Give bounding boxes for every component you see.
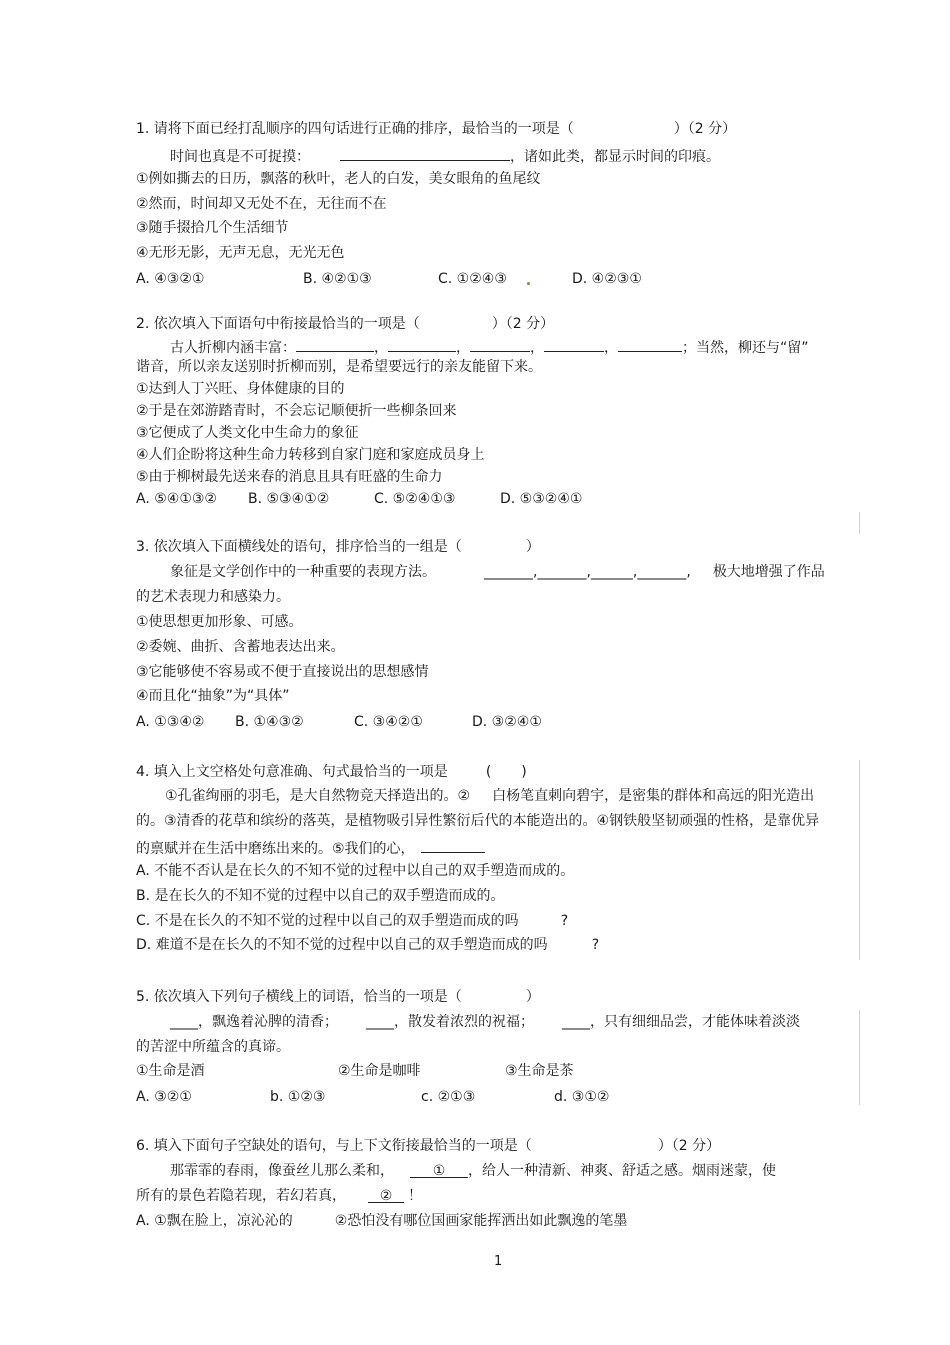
q5-option-3: ③生命是茶 <box>505 1063 574 1079</box>
q6-stem: 6. 填入下面句子空缺处的语句，与上下文衔接最恰当的一项是（ ）（2 分） <box>136 1138 721 1154</box>
margin-line <box>859 512 860 534</box>
q2-option-2: ②于是在郊游踏青时，不会忘记顺便折一些柳条回来 <box>136 403 457 419</box>
page-number: 1 <box>494 1254 503 1269</box>
q5-answer-a: A. ③②① <box>136 1089 192 1105</box>
q2-line-2: 谐音，所以亲友送别时折柳而别，是希望要远行的亲友能留下来。 <box>136 359 542 375</box>
q3-option-3: ③它能够使不容易或不便于直接说出的思想感情 <box>136 664 429 680</box>
q2-blank-2[interactable] <box>388 336 456 352</box>
q3-answer-d: D. ③②④① <box>472 714 542 730</box>
q2-lead: 古人折柳内涵丰富： ， ， ， ， ；当然，柳还与“留” <box>170 336 809 357</box>
q5-option-1: ①生命是酒 <box>136 1063 205 1079</box>
q4-blank[interactable] <box>421 837 485 853</box>
q1-answer-c: C. ①②④③ <box>438 271 507 287</box>
q1-answer-d: D. ④②③① <box>572 271 642 287</box>
q1-option-1: ①例如撕去的日历，飘落的秋叶，老人的白发，美女眼角的鱼尾纹 <box>136 171 541 187</box>
q1-answer-a: A. ④③②① <box>136 271 205 287</box>
q1-answer-b: B. ④②①③ <box>303 271 372 287</box>
q2-answer-a: A. ⑤④①③② <box>136 491 217 507</box>
q6-answer-a: A. ①飘在脸上，凉沁沁的 ②恐怕没有哪位国画家能挥洒出如此飘逸的笔墨 <box>136 1213 628 1229</box>
q3-answer-c: C. ③④②① <box>354 714 423 730</box>
q3-line-2: 的艺术表现力和感染力。 <box>136 589 290 605</box>
stray-mark <box>527 282 530 285</box>
q2-answer-c: C. ⑤②④①③ <box>374 491 456 507</box>
q2-option-4: ④人们企盼将这种生命力转移到自家门庭和家庭成员身上 <box>136 447 485 463</box>
q2-option-5: ⑤由于柳树最先送来春的消息且具有旺盛的生命力 <box>136 469 443 485</box>
q1-blank[interactable] <box>340 145 510 161</box>
q5-answer-b: b. ①②③ <box>270 1089 326 1105</box>
q6-blank-2[interactable]: ② <box>368 1187 404 1203</box>
q3-lead: 象征是文学创作中的一种重要的表现方法。 _______,_______,______,_______, 极大地增强了作品 <box>170 564 825 580</box>
q2-blank-4[interactable] <box>544 336 604 352</box>
q3-option-4: ④而且化“抽象”为“具体” <box>136 688 290 704</box>
q2-blank-5[interactable] <box>618 336 682 352</box>
q3-option-1: ①使思想更加形象、可感。 <box>136 614 303 630</box>
margin-line <box>859 1010 860 1105</box>
q1-option-3: ③随手掇拾几个生活细节 <box>136 220 289 236</box>
q1-option-4: ④无形无影，无声无息，无光无色 <box>136 245 345 261</box>
q3-answer-b: B. ①④③② <box>235 714 304 730</box>
q1-stem: 1. 请将下面已经打乱顺序的四句话进行正确的排序，最恰当的一项是（ ）（2 分） <box>136 121 737 137</box>
q5-stem: 5. 依次填入下列句子横线上的词语，恰当的一项是（ ） <box>136 989 540 1005</box>
q6-passage-1: 那霏霏的春雨，像蚕丝儿那么柔和， ① ，给人一种清新、神爽、舒适之感。烟雨迷蒙，使 <box>170 1163 776 1179</box>
q1-option-2: ②然而，时间却又无处不在，无往而不在 <box>136 196 387 212</box>
q4-answer-a: A. 不能不否认是在长久的不知不觉的过程中以自己的双手塑造而成的。 <box>136 863 575 879</box>
q5-lead: ____，飘逸着沁脾的清香； ____，散发着浓烈的祝福； ____，只有细细品尝，才能体味着淡淡 <box>170 1014 800 1030</box>
q4-passage-2: 的。③清香的花草和缤纷的落英，是植物吸引异性繁衍后代的本能造出的。④钢铁般坚韧顽强的性格，是靠优异 <box>136 813 820 829</box>
q5-answer-c: c. ②①③ <box>421 1089 476 1105</box>
q4-stem: 4. 填入上文空格处句意准确、句式最恰当的一项是 ( ) <box>136 764 527 780</box>
q2-blank-3[interactable] <box>470 336 530 352</box>
q1-lead: 时间也真是不可捉摸： ，诸如此类，都显示时间的印痕。 <box>170 145 720 166</box>
q3-answer-a: A. ①③④② <box>136 714 205 730</box>
q5-answer-d: d. ③①② <box>554 1089 610 1105</box>
q4-answer-d: D. 难道不是在长久的不知不觉的过程中以自己的双手塑造而成的吗 ? <box>136 937 600 953</box>
margin-line <box>859 760 860 960</box>
q2-stem: 2. 依次填入下面语句中衔接最恰当的一项是（ ）（2 分） <box>136 316 555 332</box>
q2-option-1: ①达到人丁兴旺、身体健康的目的 <box>136 381 345 397</box>
q4-answer-c: C. 不是在长久的不知不觉的过程中以自己的双手塑造而成的吗 ? <box>136 913 569 929</box>
q6-passage-2: 所有的景色若隐若现，若幻若真， ② ！ <box>136 1188 422 1204</box>
q4-passage-1: ①孔雀绚丽的羽毛，是大自然物竞天择造出的。② 白杨笔直刺向碧宇，是密集的群体和高远的阳光造出 <box>165 788 815 804</box>
q6-blank-1[interactable]: ① <box>410 1162 468 1178</box>
q4-answer-b: B. 是在长久的不知不觉的过程中以自己的双手塑造而成的。 <box>136 888 505 904</box>
q3-option-2: ②委婉、曲折、含蓄地表达出来。 <box>136 639 345 655</box>
q2-answer-d: D. ⑤③②④① <box>500 491 583 507</box>
q3-stem: 3. 依次填入下面横线处的语句，排序恰当的一组是（ ） <box>136 539 540 555</box>
q4-passage-3: 的禀赋并在生活中磨练出来的。⑤我们的心， <box>136 837 485 858</box>
q2-option-3: ③它便成了人类文化中生命力的象征 <box>136 425 359 441</box>
q2-answer-b: B. ⑤③④①② <box>248 491 330 507</box>
q2-blank-1[interactable] <box>296 336 374 352</box>
q5-line-2: 的苦涩中所蕴含的真谛。 <box>136 1039 290 1055</box>
q5-option-2: ②生命是咖啡 <box>338 1063 421 1079</box>
